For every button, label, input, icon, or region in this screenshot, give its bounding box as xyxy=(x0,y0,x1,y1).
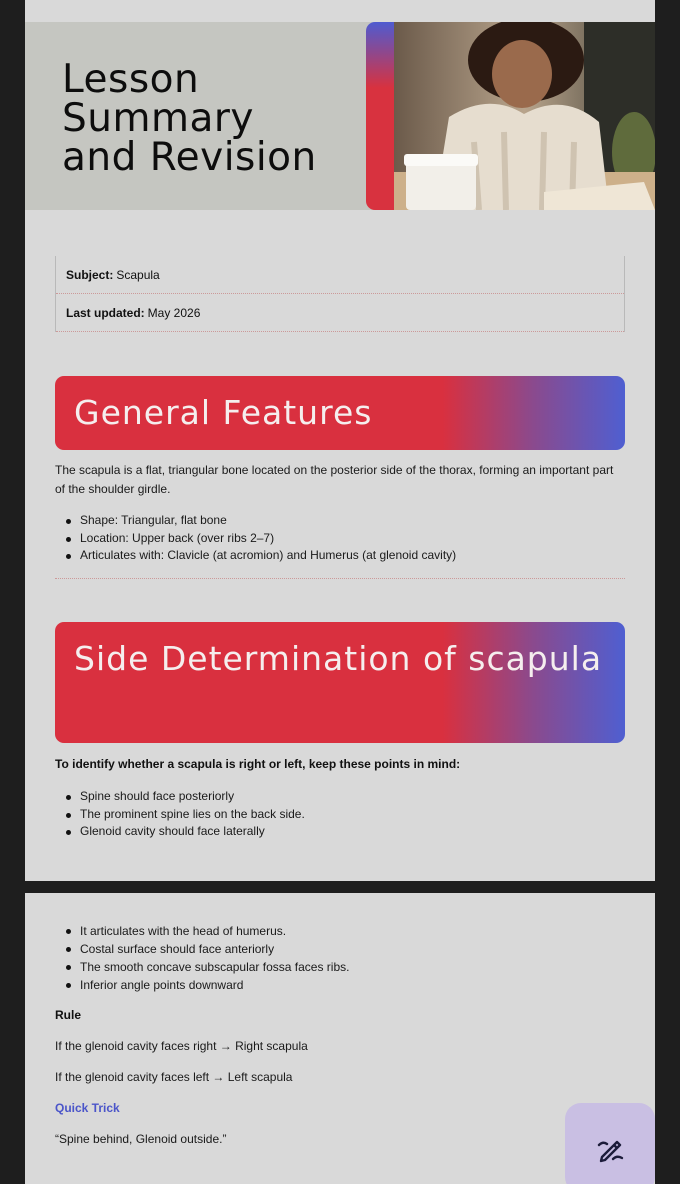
hero-photo xyxy=(366,22,655,210)
section-heading-general-features: General Features xyxy=(55,376,625,450)
edit-fab-button[interactable] xyxy=(565,1103,655,1184)
page2-bullet-list xyxy=(65,922,349,994)
section-divider xyxy=(55,578,625,579)
list-item: Spine should face posteriorly xyxy=(65,788,305,806)
hero-banner xyxy=(25,22,655,210)
updated-value: May 2026 xyxy=(147,305,201,320)
subject-label: Subject: xyxy=(66,267,114,282)
list-item: Shape: Triangular, flat bone xyxy=(65,512,456,530)
lesson-meta-table xyxy=(55,256,625,332)
list-item: It articulates with the head of humerus. xyxy=(65,922,349,940)
updated-row xyxy=(56,294,624,332)
list-item: Inferior angle points downward xyxy=(65,976,349,994)
updated-label: Last updated: xyxy=(66,305,145,320)
section1-intro: The scapula is a flat, triangular bone located on the posterior side of the thorax, forming an important part of the shoulder girdle. xyxy=(55,463,614,496)
subject-value: Scapula xyxy=(116,267,160,282)
section2-bullet-list xyxy=(65,788,305,841)
section-heading-side-determination: Side Determination of scapula xyxy=(55,622,625,743)
section2-lead: To identify whether a scapula is right or left, keep these points in mind: xyxy=(55,757,461,771)
list-item: Articulates with: Clavicle (at acromion) and Humerus (at glenoid cavity) xyxy=(65,547,456,565)
pen-sparkle-icon xyxy=(593,1131,627,1165)
list-item: Costal surface should face anteriorly xyxy=(65,940,349,958)
list-item: Glenoid cavity should face laterally xyxy=(65,823,305,841)
quick-trick-text: “Spine behind, Glenoid outside.” xyxy=(55,1132,227,1146)
page-title: Lesson Summary and Revision xyxy=(62,57,317,180)
section1-bullet-list xyxy=(65,512,456,565)
document-page-1 xyxy=(25,0,655,881)
document-page-2 xyxy=(25,893,655,1184)
rule-right: If the glenoid cavity faces right → Right scapula xyxy=(55,1039,308,1053)
quick-trick-heading: Quick Trick xyxy=(55,1101,120,1115)
list-item: Location: Upper back (over ribs 2–7) xyxy=(65,530,456,548)
list-item: The smooth concave subscapular fossa faces ribs. xyxy=(65,958,349,976)
rule-left: If the glenoid cavity faces left → Left scapula xyxy=(55,1070,293,1084)
list-item: The prominent spine lies on the back side. xyxy=(65,806,305,824)
rule-heading: Rule xyxy=(55,1008,82,1022)
subject-row xyxy=(56,256,624,294)
student-studying-photo xyxy=(394,22,655,210)
